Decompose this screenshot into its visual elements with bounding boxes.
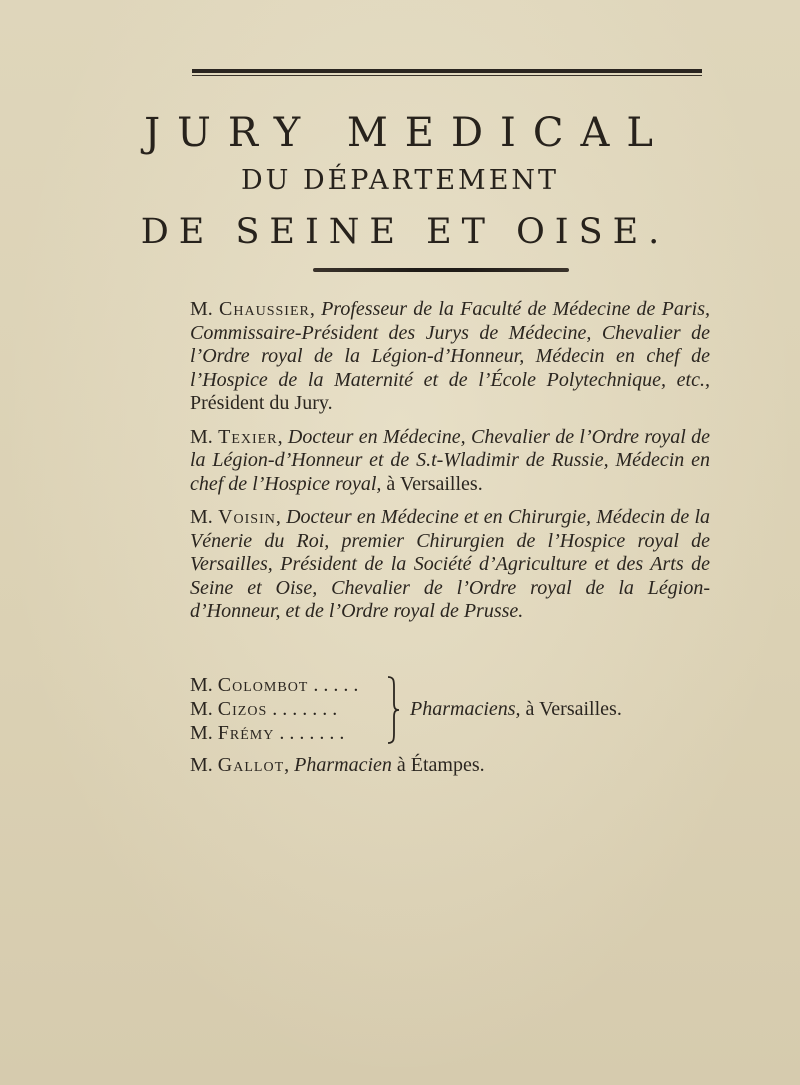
- member-name: Texier: [218, 425, 278, 448]
- member-prefix: M.: [190, 506, 213, 528]
- ornamental-rule: [313, 268, 569, 272]
- member-separator: ,: [309, 298, 315, 320]
- title-jury-medical: JURY MEDICAL: [144, 110, 670, 156]
- member-separator: ,: [277, 425, 283, 448]
- pharmacists-place: à Versailles.: [525, 698, 622, 720]
- pharmacist-prefix: M.: [190, 722, 213, 744]
- pharmacist-line-cizos: [190, 697, 337, 721]
- member-tail: à Versailles.: [386, 472, 483, 495]
- pharmacists-role: [410, 697, 622, 721]
- top-thick-rule: [192, 69, 702, 73]
- member-description: Docteur en Médecine et en Chirurgie, Médecin de la Vénerie du Roi, premier Chirurgien de l’Hospice royal de Versailles, Président de la Société d’Agriculture et des Arts de Seine et Oise, Chevalier de l’Ordre royal de la Légion-d’Honneur, et de l’Ordre royal de Prusse.: [190, 506, 711, 622]
- top-double-rule: [192, 69, 702, 76]
- member-entry-voisin: [190, 506, 710, 624]
- member-description: Docteur en Médecine, Chevalier de l’Ordre royal de la Légion-d’Honneur et de S.t-Wladimir de Russie, Médecin en chef de l’Hospice royal,: [190, 425, 711, 495]
- member-separator: ,: [284, 754, 290, 776]
- curly-brace-icon: [386, 675, 400, 745]
- leader-dots: . . . . .: [313, 674, 359, 696]
- member-tail: Président du Jury.: [190, 392, 333, 414]
- pharmacist-prefix: M.: [190, 698, 213, 720]
- pharmacists-group: [190, 673, 710, 753]
- member-list: [190, 298, 710, 634]
- member-prefix: M.: [190, 425, 213, 448]
- member-description: Professeur de la Faculté de Médecine de Paris, Commissaire-Président des Jurys de Médecine, Chevalier de l’Ordre royal de la Légion-d’Honneur, Médecin en chef de l’Hospice de la Maternité et de l’École Polytechnique, etc.,: [190, 298, 711, 391]
- leader-dots: . . . . . . .: [272, 698, 338, 720]
- member-entry-chaussier: [190, 298, 710, 416]
- pharmacists-role-label: Pharmaciens,: [410, 698, 521, 720]
- member-prefix: M.: [190, 298, 213, 320]
- member-name: Voisin: [218, 506, 276, 528]
- member-separator: ,: [275, 506, 281, 528]
- pharmacist-name: Colombot: [217, 674, 309, 696]
- pharmacist-line-colombot: [190, 673, 358, 697]
- leader-dots: . . . . . . .: [279, 722, 345, 744]
- member-prefix: M.: [190, 754, 213, 776]
- pharmacist-name: Cizos: [217, 698, 268, 720]
- member-place: à Étampes.: [396, 754, 485, 776]
- member-name: Gallot: [217, 754, 285, 776]
- pharmacist-name: Frémy: [217, 722, 275, 744]
- member-name: Chaussier: [219, 298, 310, 320]
- pharmacist-line-fremy: [190, 721, 344, 745]
- pharmacist-prefix: M.: [190, 674, 213, 696]
- member-entry-texier: [190, 426, 710, 497]
- member-role: Pharmacien: [294, 754, 392, 776]
- title-seine-et-oise: DE SEINE ET OISE.: [140, 212, 670, 252]
- title-du-departement: DU DÉPARTEMENT: [240, 165, 560, 196]
- top-thin-rule: [192, 75, 702, 76]
- member-entry-gallot: [190, 753, 485, 777]
